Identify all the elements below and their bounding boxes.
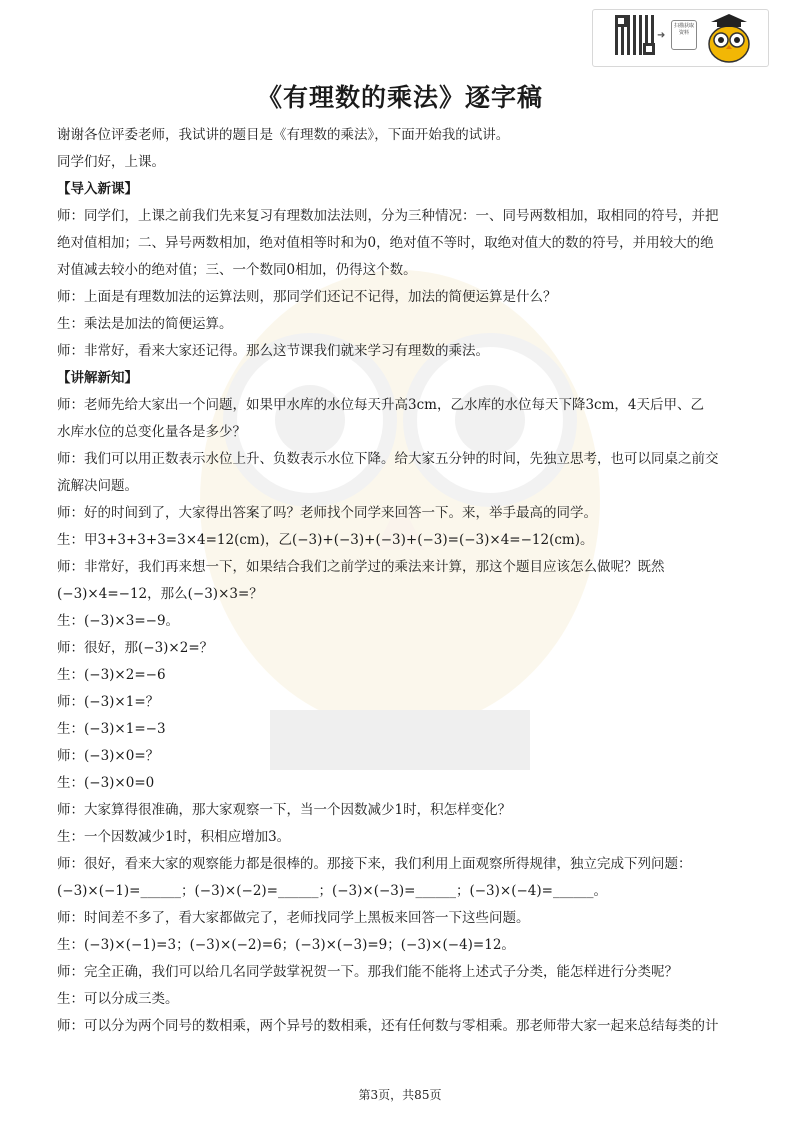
- paragraph: 对值减去较小的绝对值；三、一个数同0相加，仍得这个数。: [57, 262, 417, 278]
- paragraph: 生：一个因数减少1时，积相应增加3。: [57, 829, 291, 845]
- owl-mascot-icon: [703, 12, 755, 64]
- promo-card[interactable]: [592, 9, 769, 67]
- arrow-icon: ➜: [657, 30, 666, 41]
- paragraph: 师：老师先给大家出一个问题，如果甲水库的水位每天升高3cm，乙水库的水位每天下降3cm，4天后甲、乙: [57, 397, 704, 413]
- paragraph: 师：(−3)×1=？: [57, 694, 160, 710]
- paragraph: 生：(−3)×3=−9。: [57, 613, 180, 629]
- paragraph: 师：时间差不多了，看大家都做完了，老师找同学上黑板来回答一下这些问题。: [57, 910, 530, 926]
- paragraph: 师：完全正确，我们可以给几名同学鼓掌祝贺一下。那我们能不能将上述式子分类，能怎样进行分类呢？: [57, 964, 678, 980]
- paragraph: 生：可以分成三类。: [57, 991, 179, 1007]
- paragraph: 师：好的时间到了，大家得出答案了吗？老师找个同学来回答一下。来，举手最高的同学。: [57, 505, 597, 521]
- paragraph: 师：我们可以用正数表示水位上升、负数表示水位下降。给大家五分钟的时间，先独立思考，也可以同桌之前交: [57, 451, 719, 467]
- paragraph: 绝对值相加；二、异号两数相加，绝对值相等时和为0，绝对值不等时，取绝对值大的数的符号，并用较大的绝: [57, 235, 714, 251]
- paragraph: 师：同学们，上课之前我们先来复习有理数加法法则，分为三种情况：一、同号两数相加，取相同的符号，并把: [57, 208, 719, 224]
- paragraph: 生：甲3+3+3+3=3×4=12(cm)，乙(−3)+(−3)+(−3)+(−3)=(−3)×4=−12(cm)。: [57, 532, 594, 548]
- paragraph: 生：乘法是加法的简便运算。: [57, 316, 233, 332]
- section-heading-intro: 【导入新课】: [57, 181, 138, 197]
- paragraph: 师：非常好，我们再来想一下，如果结合我们之前学过的乘法来计算，那这个题目应该怎么做呢？既然: [57, 559, 665, 575]
- document-title: 《有理数的乘法》逐字稿: [256, 83, 543, 112]
- page-number: 第3页，共85页: [358, 1088, 442, 1102]
- paragraph: 谢谢各位评委老师，我试讲的题目是《有理数的乘法》，下面开始我的试讲。: [57, 127, 510, 143]
- paragraph: 师：非常好，看来大家还记得。那么这节课我们就来学习有理数的乘法。: [57, 343, 489, 359]
- paragraph: 师：很好，那(−3)×2=？: [57, 640, 214, 656]
- paragraph: 师：上面是有理数加法的运算法则，那同学们还记不记得，加法的简便运算是什么？: [57, 289, 557, 305]
- document-body: [57, 122, 747, 1040]
- paragraph: 师：可以分为两个同号的数相乘，两个异号的数相乘，还有任何数与零相乘。那老师带大家一起来总结每类的计: [57, 1018, 719, 1034]
- paragraph: 师：(−3)×0=？: [57, 748, 160, 764]
- paragraph: 生：(−3)×(−1)=3；(−3)×(−2)=6；(−3)×(−3)=9；(−3)×(−4)=12。: [57, 937, 515, 953]
- paragraph: 流解决问题。: [57, 478, 138, 494]
- paragraph: (−3)×4=−12，那么(−3)×3=？: [57, 586, 263, 602]
- paragraph: 水库水位的总变化量各是多少？: [57, 424, 246, 440]
- promo-bubble: 扫描获取资料: [671, 20, 697, 50]
- paragraph: (−3)×(−1)=______；(−3)×(−2)=______；(−3)×(−3)=______；(−3)×(−4)=______。: [57, 883, 607, 899]
- paragraph: 生：(−3)×1=−3: [57, 721, 166, 737]
- qr-code[interactable]: [615, 15, 655, 55]
- paragraph: 生：(−3)×0=0: [57, 775, 155, 791]
- paragraph: 师：大家算得很准确，那大家观察一下，当一个因数减少1时，积怎样变化？: [57, 802, 512, 818]
- paragraph: 生：(−3)×2=−6: [57, 667, 166, 683]
- paragraph: 师：很好，看来大家的观察能力都是很棒的。那接下来，我们利用上面观察所得规律，独立完成下列问题：: [57, 856, 692, 872]
- section-heading-new-knowledge: 【讲解新知】: [57, 370, 138, 386]
- paragraph: 同学们好，上课。: [57, 154, 165, 170]
